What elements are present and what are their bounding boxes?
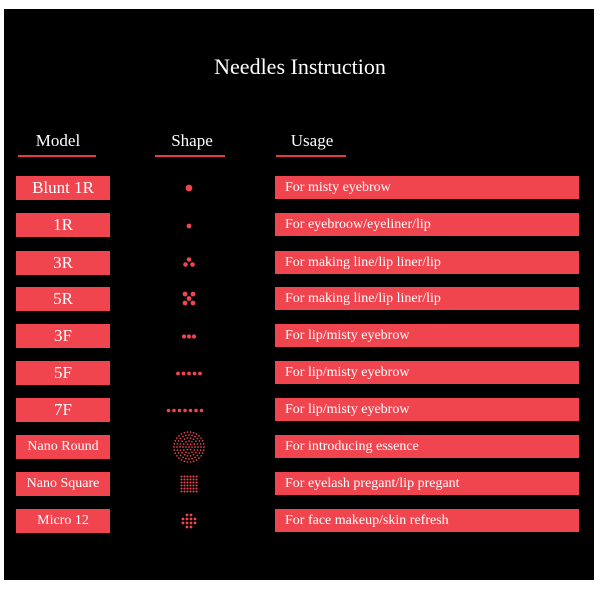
usage-label: For misty eyebrow	[275, 176, 579, 199]
page-title: Needles Instruction	[214, 54, 386, 79]
model-label: Nano Round	[16, 435, 110, 459]
usage-label: For eyebroow/eyeliner/lip	[275, 213, 579, 236]
usage-label: For face makeup/skin refresh	[275, 509, 579, 532]
needle-row	[0, 509, 600, 533]
needle-row	[0, 287, 600, 311]
model-label: Nano Square	[16, 472, 110, 496]
needle-row	[0, 472, 600, 496]
blunt-1r-shape-icon	[154, 170, 224, 206]
header-usage: Usage	[290, 131, 334, 150]
needle-row	[0, 176, 600, 200]
model-label: 5R	[16, 287, 110, 311]
model-label: Blunt 1R	[16, 176, 110, 200]
model-label: 3R	[16, 251, 110, 275]
micro-12-shape-icon	[154, 503, 224, 539]
needle-row	[0, 213, 600, 237]
usage-label: For lip/misty eyebrow	[275, 361, 579, 384]
usage-label: For eyelash pregant/lip pregant	[275, 472, 579, 495]
model-label: 3F	[16, 324, 110, 348]
usage-label: For lip/misty eyebrow	[275, 398, 579, 421]
nano-round-shape-icon	[154, 429, 224, 465]
model-label: 1R	[16, 213, 110, 237]
header-shape-underline	[155, 155, 225, 157]
usage-label: For making line/lip liner/lip	[275, 287, 579, 310]
7f-shape-icon	[154, 392, 224, 428]
needle-row	[0, 435, 600, 459]
usage-label: For introducing essence	[275, 435, 579, 458]
nano-square-shape-icon	[154, 466, 224, 502]
needle-row	[0, 251, 600, 275]
header-usage-underline	[276, 155, 346, 157]
3f-shape-icon	[154, 318, 224, 354]
1r-shape-icon	[154, 207, 224, 243]
5f-shape-icon	[154, 355, 224, 391]
header-model-underline	[18, 155, 96, 157]
usage-label: For lip/misty eyebrow	[275, 324, 579, 347]
3r-shape-icon	[154, 245, 224, 281]
needle-row	[0, 324, 600, 348]
header-shape: Shape	[171, 131, 213, 150]
model-label: Micro 12	[16, 509, 110, 533]
model-label: 5F	[16, 361, 110, 385]
5r-shape-icon	[154, 281, 224, 317]
header-model: Model	[35, 131, 81, 150]
model-label: 7F	[16, 398, 110, 422]
usage-label: For making line/lip liner/lip	[275, 251, 579, 274]
needle-row	[0, 361, 600, 385]
needle-row	[0, 398, 600, 422]
